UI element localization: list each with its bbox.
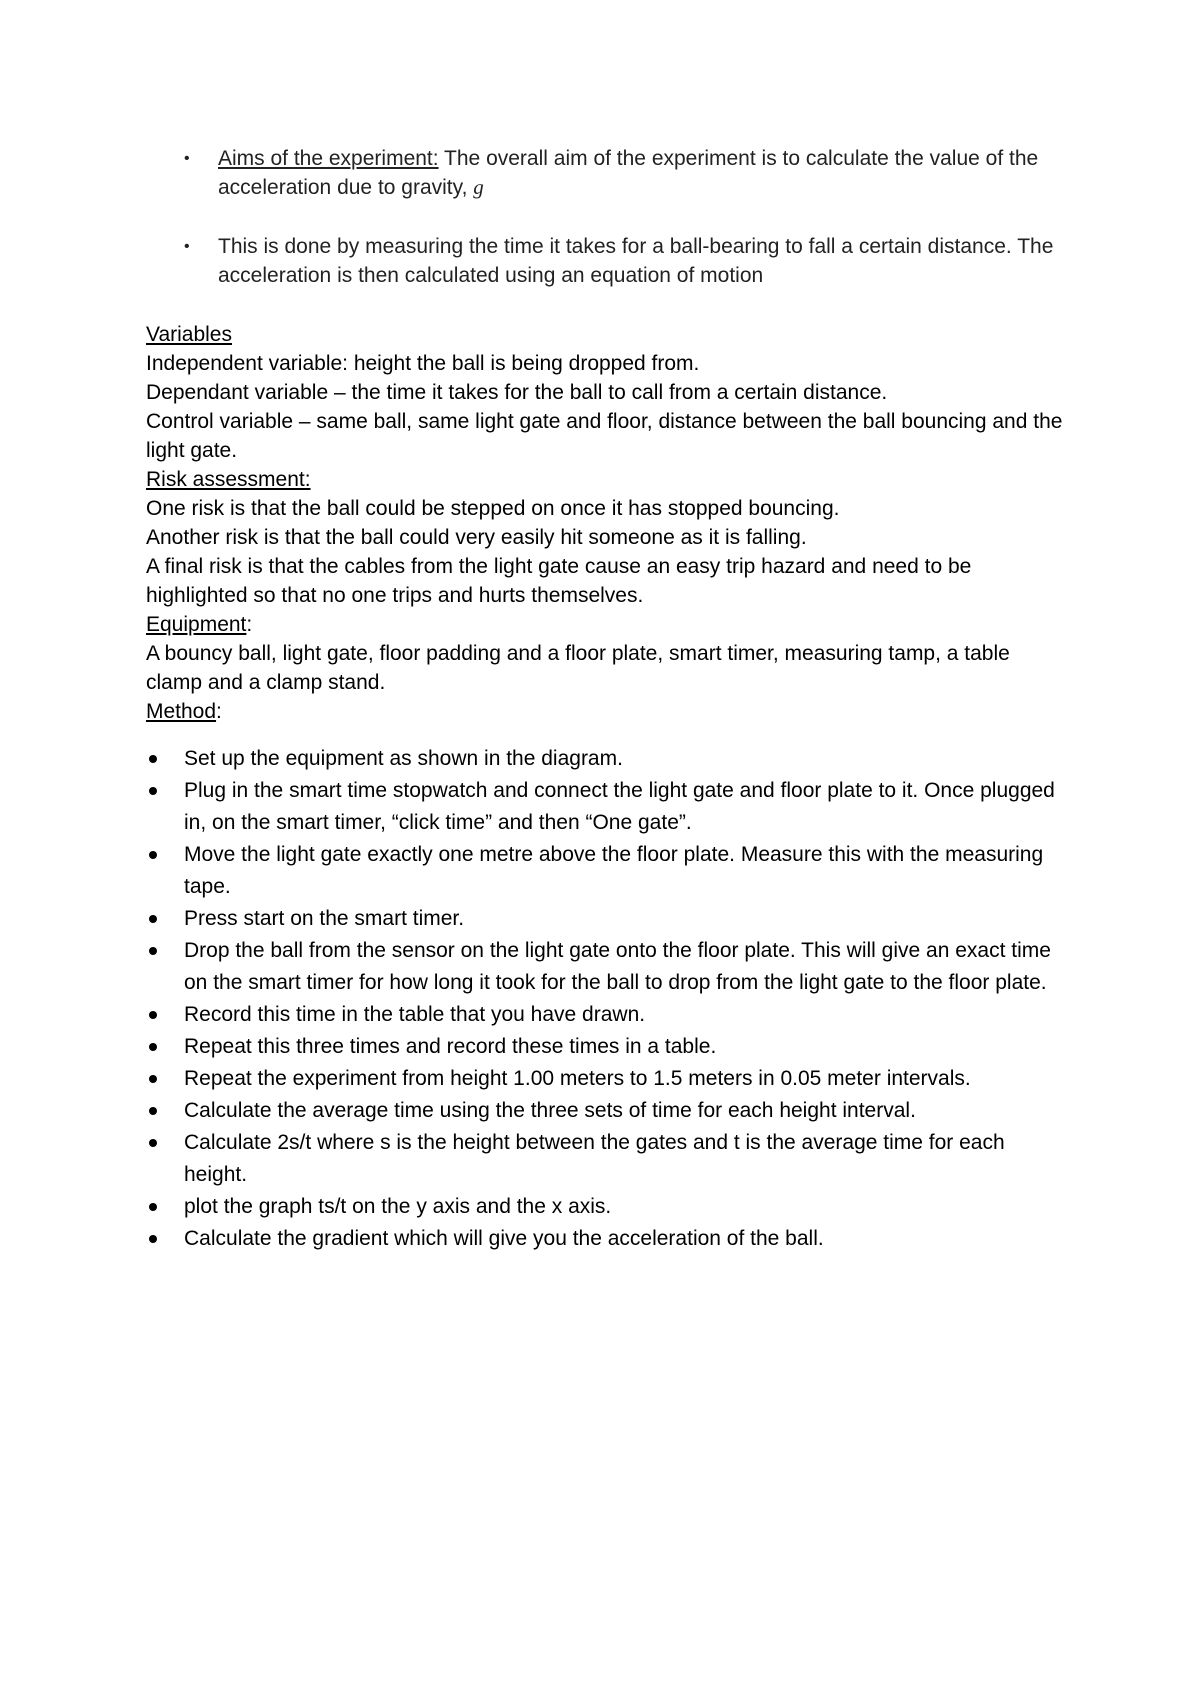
- equipment-text: A bouncy ball, light gate, floor padding and a floor plate, smart timer, measuring tamp, a table clamp and a clamp stand.: [146, 642, 1010, 694]
- method-step-text: Record this time in the table that you have drawn.: [184, 1003, 646, 1026]
- bullet-icon: •: [184, 238, 190, 255]
- method-step-text: Move the light gate exactly one metre above the floor plate. Measure this with the measuring tape.: [184, 843, 1044, 898]
- bullet-icon: [149, 947, 157, 955]
- method-heading: Method: [146, 700, 217, 723]
- method-step: [146, 743, 1066, 775]
- bullet-icon: [149, 755, 157, 763]
- method-colon: :: [216, 700, 222, 723]
- equipment-heading-line: [146, 610, 1066, 639]
- aims-list: [184, 144, 1066, 290]
- method-step-text: Calculate 2s/t where s is the height between the gates and t is the average time for each height.: [184, 1131, 1005, 1186]
- method-step: [146, 1095, 1066, 1127]
- bullet-icon: [149, 787, 157, 795]
- method-step: [146, 775, 1066, 839]
- bullet-icon: [149, 1011, 157, 1019]
- method-step-text: Repeat this three times and record these times in a table.: [184, 1035, 717, 1058]
- risk-item: A final risk is that the cables from the light gate cause an easy trip hazard and need to be highlighted so that no one trips and hurts themselves.: [146, 555, 972, 607]
- method-step-text: Drop the ball from the sensor on the light gate onto the floor plate. This will give an exact time on the smart timer for how long it took for the ball to drop from the light gate to the floor plate.: [184, 939, 1051, 994]
- bullet-icon: [149, 1203, 157, 1211]
- method-step: [146, 1127, 1066, 1191]
- method-step-text: Calculate the average time using the three sets of time for each height interval.: [184, 1099, 916, 1122]
- method-step: [146, 1223, 1066, 1255]
- risk-heading: Risk assessment:: [146, 468, 311, 491]
- control-variable: Control variable – same ball, same light gate and floor, distance between the ball bouncing and the light gate.: [146, 410, 1063, 462]
- bullet-icon: [149, 1075, 157, 1083]
- bullet-icon: [149, 1235, 157, 1243]
- bullet-icon: [149, 851, 157, 859]
- bullet-icon: [149, 1139, 157, 1147]
- aims-label: Aims of the experiment:: [218, 147, 439, 170]
- equipment-heading: Equipment: [146, 613, 247, 636]
- bullet-icon: [149, 915, 157, 923]
- method-step: [146, 1191, 1066, 1223]
- dependant-variable: Dependant variable – the time it takes for the ball to call from a certain distance.: [146, 381, 888, 404]
- bullet-icon: [149, 1043, 157, 1051]
- aims-bullet-item: [184, 232, 1066, 290]
- method-step-text: Press start on the smart timer.: [184, 907, 465, 930]
- aims-text: The overall aim of the experiment is to calculate the value of the acceleration due to gravity,: [218, 147, 1039, 199]
- document-page: [146, 144, 1066, 1255]
- method-step: [146, 839, 1066, 903]
- method-list: [146, 743, 1066, 1255]
- method-step: [146, 999, 1066, 1031]
- method-step: [146, 935, 1066, 999]
- gravity-symbol: g: [473, 175, 484, 199]
- method-heading-line: [146, 697, 1066, 726]
- independent-variable: Independent variable: height the ball is being dropped from.: [146, 352, 700, 375]
- method-step-text: Repeat the experiment from height 1.00 meters to 1.5 meters in 0.05 meter intervals.: [184, 1067, 971, 1090]
- method-step-text: Calculate the gradient which will give you the acceleration of the ball.: [184, 1227, 824, 1250]
- bullet-icon: •: [184, 150, 190, 167]
- method-step-text: plot the graph ts/t on the y axis and the x axis.: [184, 1195, 612, 1218]
- risk-item: Another risk is that the ball could very easily hit someone as it is falling.: [146, 526, 807, 549]
- method-step: [146, 903, 1066, 935]
- method-step: [146, 1063, 1066, 1095]
- variables-heading: Variables: [146, 323, 232, 346]
- method-step: [146, 1031, 1066, 1063]
- method-step-text: Plug in the smart time stopwatch and connect the light gate and floor plate to it. Once plugged in, on the smart timer, “click time” and then “One gate”.: [184, 779, 1055, 834]
- bullet-icon: [149, 1107, 157, 1115]
- aims-text: This is done by measuring the time it takes for a ball-bearing to fall a certain distance. The acceleration is then calculated using an equation of motion: [218, 235, 1054, 287]
- method-step-text: Set up the equipment as shown in the diagram.: [184, 747, 623, 770]
- aims-bullet-item: [184, 144, 1066, 202]
- risk-item: One risk is that the ball could be stepped on once it has stopped bouncing.: [146, 497, 840, 520]
- equipment-colon: :: [246, 613, 253, 636]
